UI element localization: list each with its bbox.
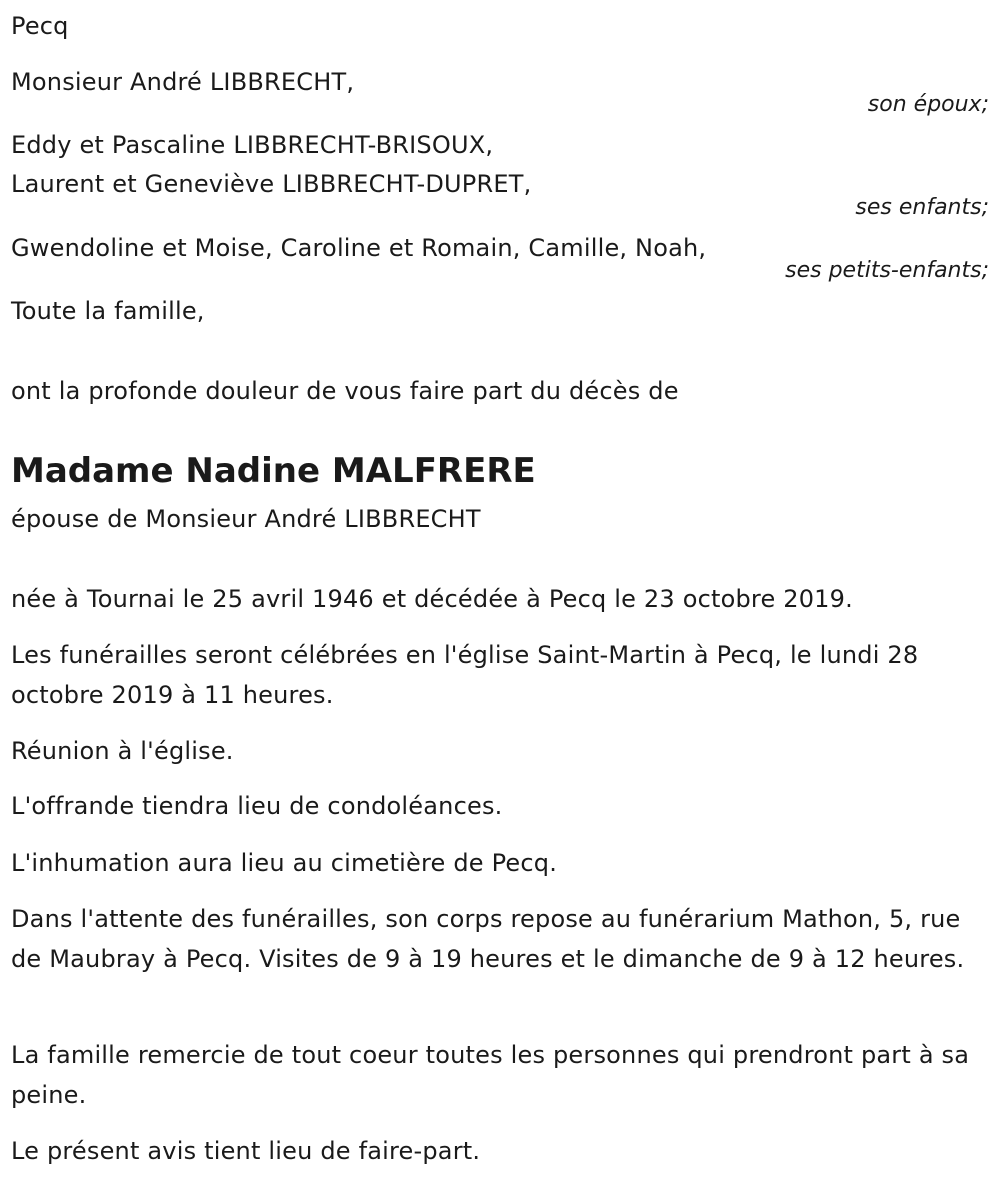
child-name: Eddy et Pascaline LIBBRECHT-BRISOUX, xyxy=(11,131,494,159)
deceased-name: Madame Nadine MALFRERE xyxy=(11,451,536,491)
burial-line: L'inhumation aura lieu au cimetière de Pecq. xyxy=(11,849,558,877)
grandchildren-role: ses petits-enfants; xyxy=(785,258,989,283)
birth-death-line: née à Tournai le 25 avril 1946 et décédée à Pecq le 23 octobre 2019. xyxy=(11,585,853,613)
visitation-paragraph: Dans l'attente des funérailles, son corps repose au funérarium Mathon, 5, rue de Maubray à Pecq. Visites de 9 à 19 heures et le dimanche de 9 à 12 heures. xyxy=(11,905,965,973)
grandchildren-names: Gwendoline et Moise, Caroline et Romain, Camille, Noah, xyxy=(11,234,707,262)
announcement: ont la profonde douleur de vous faire part du décès de xyxy=(11,377,679,405)
deceased-relation: épouse de Monsieur André LIBBRECHT xyxy=(11,505,481,533)
closing-line: Le présent avis tient lieu de faire-part. xyxy=(11,1137,481,1165)
location: Pecq xyxy=(11,12,69,40)
child-name: Laurent et Geneviève LIBBRECHT-DUPRET, xyxy=(11,170,532,198)
spouse-name: Monsieur André LIBBRECHT, xyxy=(11,68,355,96)
funeral-paragraph: Les funérailles seront célébrées en l'église Saint-Martin à Pecq, le lundi 28 octobre 2019 à 11 heures. xyxy=(11,641,919,709)
thanks-paragraph: La famille remercie de tout coeur toutes les personnes qui prendront part à sa peine. xyxy=(11,1041,970,1109)
children-role: ses enfants; xyxy=(855,195,989,220)
whole-family: Toute la famille, xyxy=(11,297,205,325)
offering-line: L'offrande tiendra lieu de condoléances. xyxy=(11,792,503,820)
spouse-role: son époux; xyxy=(867,92,989,117)
meeting-line: Réunion à l'église. xyxy=(11,737,234,765)
